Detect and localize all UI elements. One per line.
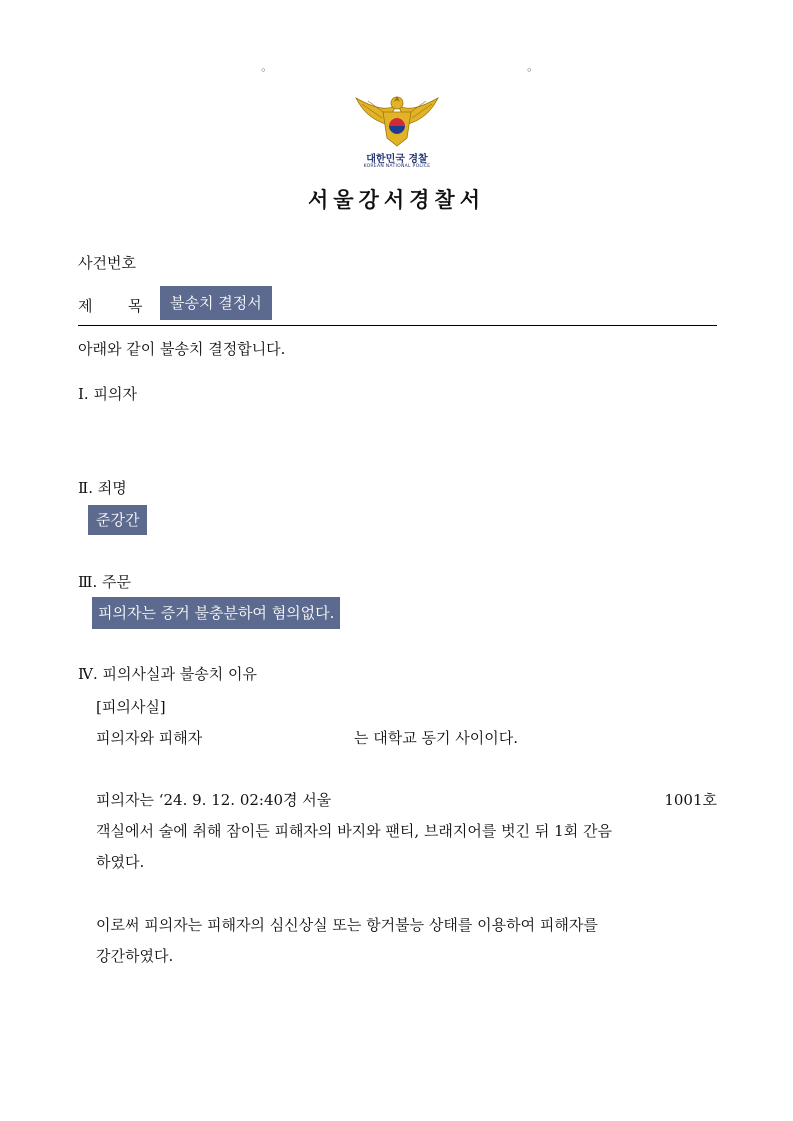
intro-text: 아래와 같이 불송치 결정합니다. (78, 340, 286, 358)
emblem-korean-name: 대한민국 경찰 (366, 154, 428, 165)
emblem-english-name: KOREAN NATIONAL POLICE (363, 164, 431, 169)
police-emblem (352, 94, 442, 174)
subject-value: 불송치 결정서 (160, 286, 272, 320)
facts-paragraph-3-line2: 강간하였다. (96, 947, 174, 965)
section-4-subhead: [피의사실] (96, 698, 166, 716)
facts-paragraph-2-line3: 하였다. (96, 853, 145, 871)
eagle-emblem-icon (352, 94, 442, 150)
section-3-value: 피의자는 증거 불충분하여 혐의없다. (92, 597, 340, 629)
organization-title: 서울강서경찰서 (307, 188, 485, 212)
section-2-title: Ⅱ. 죄명 (78, 479, 127, 497)
facts-paragraph-2-line2: 객실에서 술에 취해 잠이든 피해자의 바지와 팬티, 브래지어를 벗긴 뒤 1회 간음 (96, 822, 612, 840)
header-mark-left: ◦ (260, 64, 267, 77)
facts-paragraph-2-line1b: 1001호 (664, 791, 717, 809)
subject-label-2: 목 (128, 297, 143, 315)
section-4-title: Ⅳ. 피의사실과 불송치 이유 (78, 665, 257, 683)
subject-label-1: 제 (78, 297, 93, 315)
title-divider (78, 325, 717, 326)
section-3-title: Ⅲ. 주문 (78, 573, 131, 591)
facts-paragraph-2-line1a: 피의자는 ‘24. 9. 12. 02:40경 서울 (96, 791, 332, 809)
header-mark-right: ◦ (526, 64, 533, 77)
section-1-title: Ⅰ. 피의자 (78, 385, 137, 403)
facts-paragraph-3-line1: 이로써 피의자는 피해자의 심신상실 또는 항거불능 상태를 이용하여 피해자를 (96, 916, 598, 934)
case-number-label: 사건번호 (78, 254, 136, 272)
facts-paragraph-1b: 는 대학교 동기 사이이다. (354, 729, 518, 747)
section-2-value: 준강간 (88, 505, 147, 535)
facts-paragraph-1a: 피의자와 피해자 (96, 729, 203, 747)
